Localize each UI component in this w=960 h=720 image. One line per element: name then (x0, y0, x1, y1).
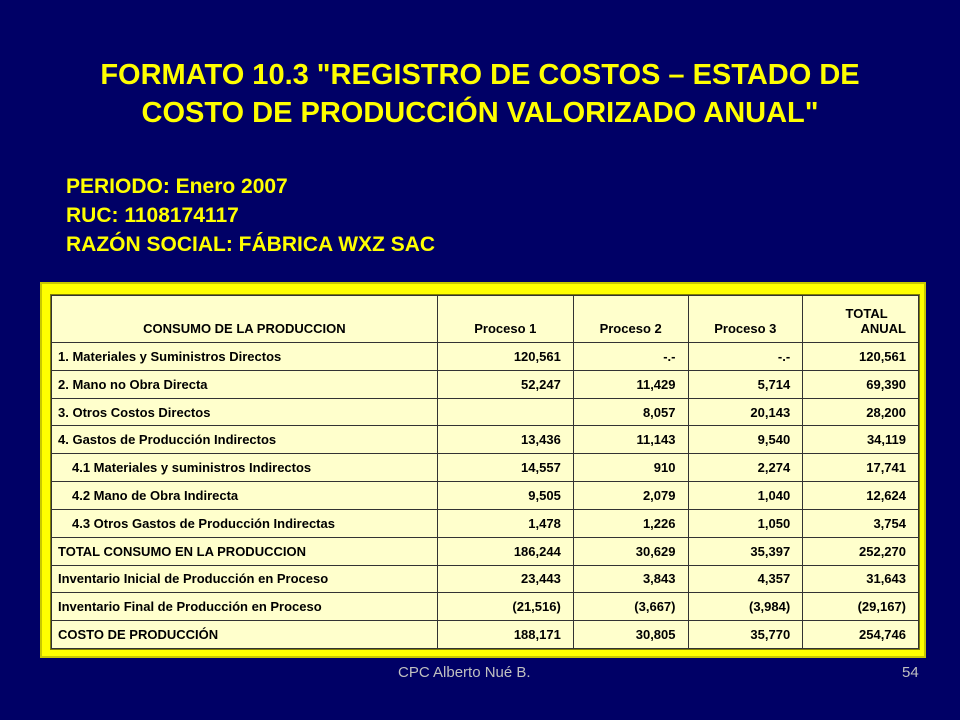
cell-total: 69,390 (803, 370, 919, 398)
cell-proceso-2: 8,057 (573, 398, 688, 426)
cell-proceso-2: 2,079 (573, 482, 688, 510)
cell-total: 254,746 (803, 621, 919, 649)
header-concept: CONSUMO DE LA PRODUCCION (52, 296, 438, 343)
cell-proceso-3: 35,397 (688, 537, 803, 565)
ruc-text: RUC: 1108174117 (66, 204, 239, 227)
table-frame (40, 282, 926, 658)
row-label: 4.3 Otros Gastos de Producción Indirectas (52, 509, 438, 537)
cell-proceso-1: 120,561 (437, 343, 573, 371)
cell-total: 17,741 (803, 454, 919, 482)
cell-proceso-1: (21,516) (437, 593, 573, 621)
row-label: 2. Mano no Obra Directa (52, 370, 438, 398)
title-line-1: FORMATO 10.3 "REGISTRO DE COSTOS – ESTADO DE (100, 59, 860, 91)
cell-proceso-2: 1,226 (573, 509, 688, 537)
cell-proceso-3: 1,040 (688, 482, 803, 510)
cell-total: 12,624 (803, 482, 919, 510)
cell-total: 120,561 (803, 343, 919, 371)
cell-proceso-2: 11,429 (573, 370, 688, 398)
table-row (52, 593, 919, 621)
table-row (52, 565, 919, 593)
cell-proceso-1: 52,247 (437, 370, 573, 398)
cell-proceso-1: 13,436 (437, 426, 573, 454)
cell-proceso-3: -.- (688, 343, 803, 371)
header-total-line-2: ANUAL (860, 321, 906, 336)
table-row (52, 426, 919, 454)
cell-proceso-3: 5,714 (688, 370, 803, 398)
row-label: Inventario Final de Producción en Proceso (52, 593, 438, 621)
header-total-line-1: TOTAL (845, 306, 888, 321)
cell-total: 3,754 (803, 509, 919, 537)
cell-proceso-2: 30,629 (573, 537, 688, 565)
row-label: 1. Materiales y Suministros Directos (52, 343, 438, 371)
header-proceso-2: Proceso 2 (573, 296, 688, 343)
row-label: COSTO DE PRODUCCIÓN (52, 621, 438, 649)
cell-proceso-2: -.- (573, 343, 688, 371)
cell-proceso-2: 30,805 (573, 621, 688, 649)
cell-proceso-3: 20,143 (688, 398, 803, 426)
row-label: 3. Otros Costos Directos (52, 398, 438, 426)
table-row (52, 370, 919, 398)
cell-proceso-1: 1,478 (437, 509, 573, 537)
cell-proceso-2: 3,843 (573, 565, 688, 593)
cell-proceso-1: 188,171 (437, 621, 573, 649)
cell-proceso-3: 35,770 (688, 621, 803, 649)
cell-proceso-1: 14,557 (437, 454, 573, 482)
razon-social-text: RAZÓN SOCIAL: FÁBRICA WXZ SAC (66, 233, 436, 256)
periodo-text: PERIODO: Enero 2007 (66, 175, 288, 198)
table-row (52, 537, 919, 565)
cell-proceso-3: (3,984) (688, 593, 803, 621)
row-label: 4. Gastos de Producción Indirectos (52, 426, 438, 454)
title-line-2: COSTO DE PRODUCCIÓN VALORIZADO ANUAL" (141, 97, 819, 129)
cell-total: 34,119 (803, 426, 919, 454)
table-row (52, 621, 919, 649)
table-row (52, 509, 919, 537)
cell-total: 28,200 (803, 398, 919, 426)
cell-proceso-2: (3,667) (573, 593, 688, 621)
row-label: Inventario Inicial de Producción en Proceso (52, 565, 438, 593)
cell-proceso-3: 1,050 (688, 509, 803, 537)
header-total-anual (803, 296, 919, 343)
header-proceso-1: Proceso 1 (437, 296, 573, 343)
cell-proceso-2: 910 (573, 454, 688, 482)
table-row (52, 343, 919, 371)
cell-total: 31,643 (803, 565, 919, 593)
footer-page-number: 54 (902, 664, 919, 681)
table-row (52, 398, 919, 426)
row-label: 4.1 Materiales y suministros Indirectos (52, 454, 438, 482)
cell-total: (29,167) (803, 593, 919, 621)
cell-proceso-2: 11,143 (573, 426, 688, 454)
cell-proceso-3: 4,357 (688, 565, 803, 593)
table-row (52, 482, 919, 510)
cell-proceso-3: 2,274 (688, 454, 803, 482)
cell-proceso-1: 9,505 (437, 482, 573, 510)
footer-author: CPC Alberto Nué B. (398, 664, 531, 681)
row-label: 4.2 Mano de Obra Indirecta (52, 482, 438, 510)
table-container (50, 294, 920, 650)
company-info (66, 172, 435, 259)
cell-proceso-3: 9,540 (688, 426, 803, 454)
cell-proceso-1: 23,443 (437, 565, 573, 593)
table-header-row (52, 296, 919, 343)
table-row (52, 454, 919, 482)
slide-title (30, 56, 930, 132)
cell-total: 252,270 (803, 537, 919, 565)
header-proceso-3: Proceso 3 (688, 296, 803, 343)
row-label: TOTAL CONSUMO EN LA PRODUCCION (52, 537, 438, 565)
cell-proceso-1: 186,244 (437, 537, 573, 565)
cost-table (51, 295, 919, 649)
cell-proceso-1 (437, 398, 573, 426)
